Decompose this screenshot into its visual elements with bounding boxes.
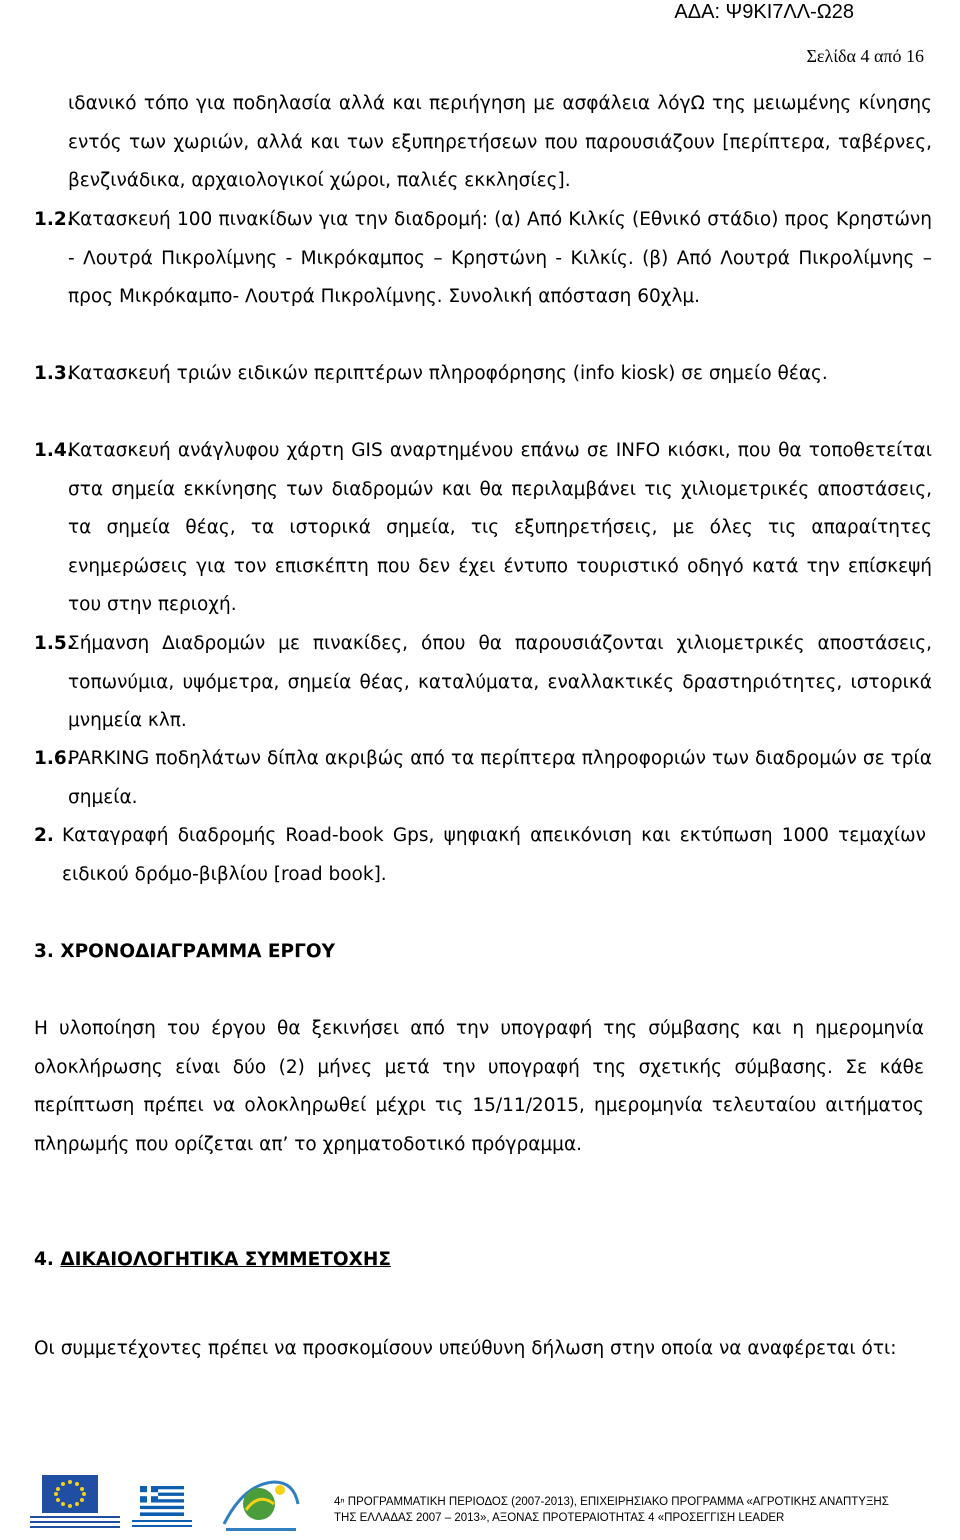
greek-flag-logo <box>132 1486 192 1534</box>
section-3-number: 3. <box>34 941 54 962</box>
item-number: 1.3. <box>34 363 74 384</box>
footer-line-1: 4ⁿ ΠΡΟΓΡΑΜΜΑΤΙΚΗ ΠΕΡΙΟΔΟΣ (2007-2013), ΕΠΙΧΕΙΡΗΣΙΑΚΟ ΠΡΟΓΡΑΜΜΑ «ΑΓΡΟΤΙΚΗΣ ΑΝΑΠΤΥΞΗΣ <box>334 1496 889 1508</box>
eu-flag-logo <box>30 1475 120 1533</box>
item-text: PARKING ποδηλάτων δίπλα ακριβώς από τα περίπτερα πληροφοριών των διαδρομών σε τρία σημεία. <box>68 748 932 808</box>
section-4-title: ΔΙΚΑΙΟΛΟΓΗΤΙΚΑ ΣΥΜΜΕΤΟΧΗΣ <box>60 1249 391 1270</box>
item-text: Κατασκευή 100 πινακίδων για την διαδρομή: (α) Από Κιλκίς (Εθνικό στάδιο) προς Κρηστώνη - Λουτρά Πικρολίμνης - Μικρόκαμπος – Κρηστώνη - Κιλκίς. (β) Από Λουτρά Πικρολίμνης – προς Μικρόκαμπο- Λουτρά Πικρολίμνης. Συνολική απόσταση 60χλμ. <box>68 209 932 307</box>
item-number: 1.6. <box>34 748 74 769</box>
item-text: Σήμανση Διαδρομών με πινακίδες, όπου θα παρουσιάζονται χιλιομετρικές αποστάσεις, τοπωνύμια, υψόμετρα, σημεία θέας, καταλύματα, εναλλακτικές δραστηριότητες, ιστορικά μνημεία κλπ. <box>68 633 932 731</box>
leader-logo <box>214 1474 304 1536</box>
footer-line-2: ΤΗΣ ΕΛΛΑΔΑΣ 2007 – 2013», ΑΞΟΝΑΣ ΠΡΟΤΕΡΑΙΟΤΗΤΑΣ 4 «ΠΡΟΣΕΓΓΙΣΗ LEADER <box>334 1512 785 1524</box>
item-number: 1.5. <box>34 633 74 654</box>
section-3-paragraph: Η υλοποίηση του έργου θα ξεκινήσει από την υπογραφή της σύμβασης και η ημερομηνία ολοκλήρωσης είναι δύο (2) μήνες μετά την υπογραφή της σχετικής σύμβασης. Σε κάθε περίπτωση πρέπει να ολοκληρωθεί μέχρι τις 15/11/2015, ημερομηνία τελευταίου αιτήματος πληρωμής που ορίζεται απ’ το χρηματοδοτικό πρόγραμμα. <box>34 1018 924 1155</box>
footer <box>0 1472 960 1539</box>
footer-text <box>334 1494 934 1526</box>
section-3-heading <box>34 933 335 972</box>
section-4-heading <box>34 1241 391 1280</box>
item-number: 1.2. <box>34 209 74 230</box>
section-3-title: ΧΡΟΝΟΔΙΑΓΡΑΜΜΑ ΕΡΓΟΥ <box>60 941 335 962</box>
item-text: Κατασκευή τριών ειδικών περιπτέρων πληροφόρησης (info kiosk) σε σημείο θέας. <box>68 363 828 384</box>
ada-code: ΑΔΑ: Ψ9ΚΙ7ΛΛ-Ω28 <box>674 1 854 23</box>
item-number: 2. <box>34 825 54 846</box>
section-4-number: 4. <box>34 1249 54 1270</box>
page-number: Σελίδα 4 από 16 <box>806 46 924 66</box>
item-number: 1.4. <box>34 440 74 461</box>
item-text: Καταγραφή διαδρομής Road-book Gps, ψηφιακή απεικόνιση και εκτύπωση 1000 τεμαχίων ειδικού δρόμο-βιβλίου [road book]. <box>62 825 926 885</box>
section-4-paragraph: Οι συμμετέχοντες πρέπει να προσκομίσουν υπεύθυνη δήλωση στην οποία να αναφέρεται ότι: <box>34 1338 897 1359</box>
item-text: Κατασκευή ανάγλυφου χάρτη GIS αναρτημένου επάνω σε INFO κιόσκι, που θα τοποθετείται στα σημεία εκκίνησης των διαδρομών και θα περιλαμβάνει τις χιλιομετρικές αποστάσεις, τα σημεία θέας, τα ιστορικά σημεία, τις εξυπηρετήσεις, με όλες τις απαραίτητες ενημερώσεις για τον επισκέπτη που δεν έχει έντυπο τουριστικό οδηγό κατά την επίσκεψή του στην περιοχή. <box>68 440 932 615</box>
continuation-text: ιδανικό τόπο για ποδηλασία αλλά και περιήγηση με ασφάλεια λόγΩ της μειωμένης κίνησης εντός των χωριών, αλλά και των εξυπηρετήσεων που παρουσιάζουν [περίπτερα, ταβέρνες, βενζινάδικα, αρχαιολογικοί χώροι, παλιές εκκλησίες]. <box>68 93 932 191</box>
